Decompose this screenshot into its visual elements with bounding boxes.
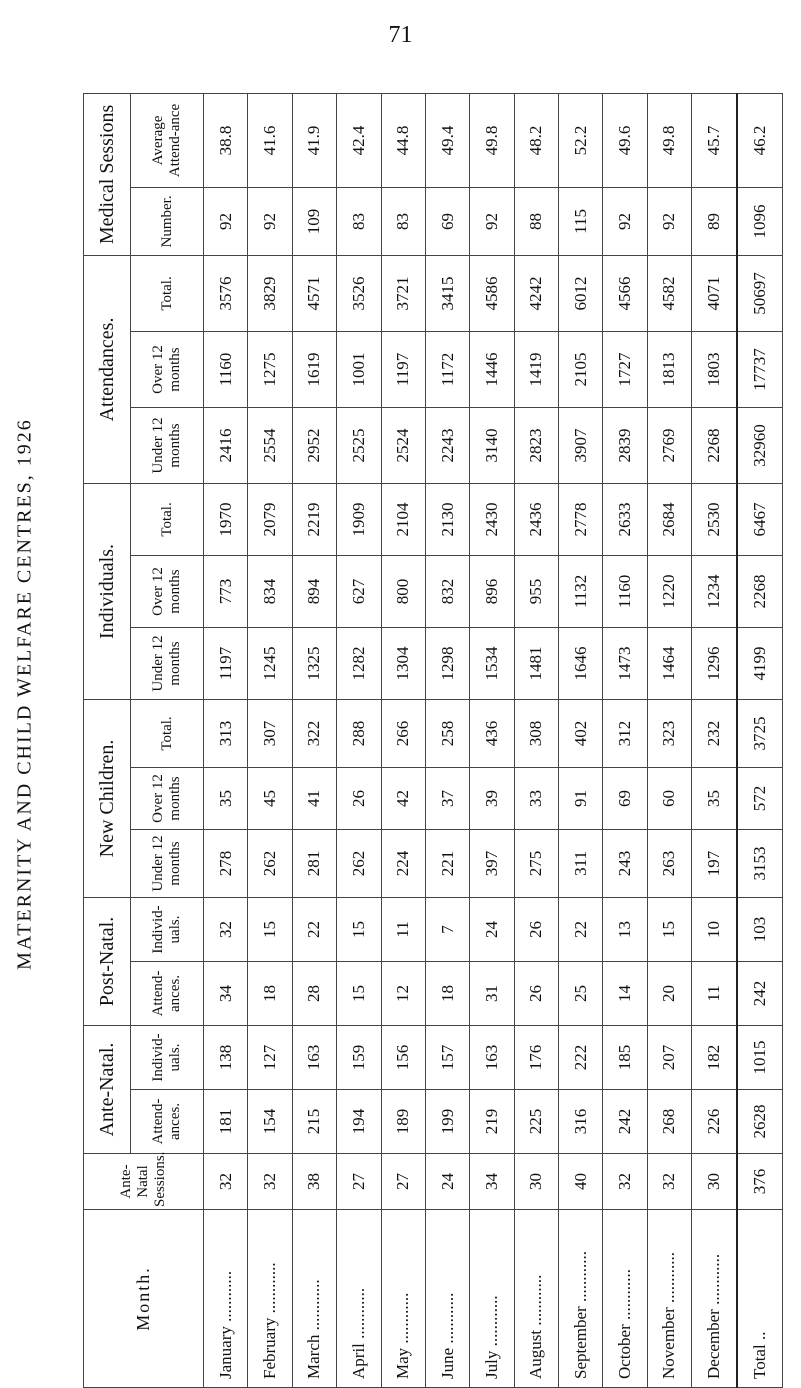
new-children-over-12-header: Over 12 months (131, 767, 204, 829)
value-cell-an-att: 199 (425, 1090, 469, 1154)
value-cell-ms-n: 83 (381, 187, 425, 255)
value-cell-at-t: 3415 (425, 255, 469, 331)
value-cell-ans: 32 (603, 1154, 647, 1210)
value-cell-at-u: 2525 (337, 407, 381, 483)
table-row (692, 93, 737, 1387)
individuals-total-header: Total. (131, 483, 204, 555)
value-cell-pn-ind: 32 (204, 897, 248, 961)
value-cell-at-u: 2268 (692, 407, 737, 483)
value-cell-at-t: 3576 (204, 255, 248, 331)
month-cell: May ............ (381, 1210, 425, 1388)
month-cell: Total .. (737, 1210, 783, 1388)
value-cell-pn-ind: 26 (514, 897, 558, 961)
value-cell-nc-t: 3725 (737, 699, 783, 767)
value-cell-at-t: 4071 (692, 255, 737, 331)
value-cell-in-o: 1160 (603, 555, 647, 627)
value-cell-in-u: 4199 (737, 627, 783, 699)
value-cell-in-t: 2684 (647, 483, 691, 555)
value-cell-at-u: 2554 (248, 407, 292, 483)
value-cell-pn-att: 31 (470, 961, 514, 1025)
page-title: MATERNITY AND CHILD WELFARE CENTRES, 1926 (13, 418, 36, 970)
month-cell: July ............ (470, 1210, 514, 1388)
value-cell-an-att: 316 (559, 1090, 603, 1154)
value-cell-ms-a: 49.4 (425, 93, 469, 187)
value-cell-pn-att: 14 (603, 961, 647, 1025)
value-cell-in-t: 2530 (692, 483, 737, 555)
value-cell-nc-o: 69 (603, 767, 647, 829)
medical-sessions-average-header: Average Attend-ance (131, 93, 204, 187)
value-cell-ms-a: 41.9 (292, 93, 336, 187)
value-cell-an-ind: 176 (514, 1025, 558, 1089)
value-cell-nc-o: 572 (737, 767, 783, 829)
value-cell-ms-n: 109 (292, 187, 336, 255)
value-cell-at-t: 3829 (248, 255, 292, 331)
month-cell: March ............ (292, 1210, 336, 1388)
value-cell-at-t: 50697 (737, 255, 783, 331)
value-cell-pn-ind: 15 (647, 897, 691, 961)
medical-sessions-number-header: Number. (131, 187, 204, 255)
value-cell-nc-u: 3153 (737, 829, 783, 897)
value-cell-nc-o: 26 (337, 767, 381, 829)
value-cell-at-u: 3907 (559, 407, 603, 483)
value-cell-in-o: 832 (425, 555, 469, 627)
table-row (425, 93, 469, 1387)
month-cell: September ............ (559, 1210, 603, 1388)
value-cell-ms-n: 69 (425, 187, 469, 255)
value-cell-an-att: 268 (647, 1090, 691, 1154)
post-natal-header: Post-Natal. (84, 897, 131, 1025)
value-cell-nc-u: 311 (559, 829, 603, 897)
value-cell-an-att: 194 (337, 1090, 381, 1154)
value-cell-at-t: 3526 (337, 255, 381, 331)
value-cell-an-att: 226 (692, 1090, 737, 1154)
value-cell-ms-a: 52.2 (559, 93, 603, 187)
value-cell-an-att: 154 (248, 1090, 292, 1154)
value-cell-nc-u: 224 (381, 829, 425, 897)
value-cell-pn-ind: 15 (248, 897, 292, 961)
value-cell-ms-n: 92 (248, 187, 292, 255)
value-cell-ms-a: 49.8 (470, 93, 514, 187)
value-cell-pn-att: 242 (737, 961, 783, 1025)
value-cell-ms-n: 88 (514, 187, 558, 255)
value-cell-ms-a: 48.2 (514, 93, 558, 187)
value-cell-ans: 30 (514, 1154, 558, 1210)
value-cell-ans: 32 (647, 1154, 691, 1210)
value-cell-nc-t: 307 (248, 699, 292, 767)
value-cell-pn-att: 18 (425, 961, 469, 1025)
medical-sessions-header: Medical Sessions (84, 93, 131, 255)
month-cell: August ............ (514, 1210, 558, 1388)
value-cell-nc-t: 288 (337, 699, 381, 767)
total-row (737, 93, 783, 1387)
value-cell-in-t: 6467 (737, 483, 783, 555)
table-row (381, 93, 425, 1387)
value-cell-at-t: 4582 (647, 255, 691, 331)
value-cell-nc-o: 33 (514, 767, 558, 829)
value-cell-an-ind: 127 (248, 1025, 292, 1089)
value-cell-at-u: 2769 (647, 407, 691, 483)
value-cell-at-o: 1446 (470, 331, 514, 407)
attendances-total-header: Total. (131, 255, 204, 331)
new-children-under-12-header: Under 12 months (131, 829, 204, 897)
statistics-table (83, 93, 783, 1388)
value-cell-ans: 32 (204, 1154, 248, 1210)
value-cell-nc-o: 35 (692, 767, 737, 829)
value-cell-an-ind: 222 (559, 1025, 603, 1089)
value-cell-pn-att: 26 (514, 961, 558, 1025)
post-natal-individuals-header: Individ-uals. (131, 897, 204, 961)
value-cell-in-t: 1970 (204, 483, 248, 555)
value-cell-at-t: 3721 (381, 255, 425, 331)
value-cell-ans: 38 (292, 1154, 336, 1210)
value-cell-in-o: 1132 (559, 555, 603, 627)
table-row (470, 93, 514, 1387)
value-cell-at-u: 2243 (425, 407, 469, 483)
value-cell-nc-o: 45 (248, 767, 292, 829)
value-cell-nc-t: 436 (470, 699, 514, 767)
value-cell-nc-t: 312 (603, 699, 647, 767)
ante-natal-sessions-header: Ante-Natal Sessions. (84, 1154, 204, 1210)
ante-natal-attendances-header: Attend-ances. (131, 1090, 204, 1154)
value-cell-an-ind: 138 (204, 1025, 248, 1089)
value-cell-in-o: 773 (204, 555, 248, 627)
value-cell-ms-n: 92 (603, 187, 647, 255)
value-cell-nc-o: 91 (559, 767, 603, 829)
value-cell-an-ind: 157 (425, 1025, 469, 1089)
value-cell-an-att: 219 (470, 1090, 514, 1154)
value-cell-pn-ind: 24 (470, 897, 514, 961)
value-cell-nc-u: 221 (425, 829, 469, 897)
value-cell-at-u: 2823 (514, 407, 558, 483)
value-cell-an-att: 189 (381, 1090, 425, 1154)
value-cell-ans: 27 (337, 1154, 381, 1210)
value-cell-an-att: 242 (603, 1090, 647, 1154)
value-cell-in-o: 2268 (737, 555, 783, 627)
value-cell-pn-att: 15 (337, 961, 381, 1025)
value-cell-nc-t: 308 (514, 699, 558, 767)
value-cell-an-ind: 163 (292, 1025, 336, 1089)
value-cell-pn-att: 20 (647, 961, 691, 1025)
value-cell-in-t: 2430 (470, 483, 514, 555)
value-cell-ans: 32 (248, 1154, 292, 1210)
value-cell-ans: 40 (559, 1154, 603, 1210)
value-cell-in-u: 1464 (647, 627, 691, 699)
value-cell-nc-u: 278 (204, 829, 248, 897)
page-number: 71 (388, 22, 413, 48)
value-cell-in-o: 1234 (692, 555, 737, 627)
value-cell-in-o: 894 (292, 555, 336, 627)
value-cell-in-t: 2633 (603, 483, 647, 555)
month-cell: October ............ (603, 1210, 647, 1388)
value-cell-in-o: 834 (248, 555, 292, 627)
value-cell-at-o: 1172 (425, 331, 469, 407)
table-row (292, 93, 336, 1387)
value-cell-nc-u: 262 (337, 829, 381, 897)
month-header: Month. (84, 1210, 204, 1388)
individuals-over-12-header: Over 12 months (131, 555, 204, 627)
value-cell-at-t: 4571 (292, 255, 336, 331)
table-row (248, 93, 292, 1387)
value-cell-in-u: 1245 (248, 627, 292, 699)
value-cell-ans: 27 (381, 1154, 425, 1210)
value-cell-in-u: 1282 (337, 627, 381, 699)
value-cell-pn-ind: 10 (692, 897, 737, 961)
value-cell-in-u: 1298 (425, 627, 469, 699)
value-cell-at-u: 32960 (737, 407, 783, 483)
value-cell-nc-o: 37 (425, 767, 469, 829)
month-cell: January ............ (204, 1210, 248, 1388)
value-cell-pn-ind: 15 (337, 897, 381, 961)
value-cell-at-u: 3140 (470, 407, 514, 483)
value-cell-nc-t: 232 (692, 699, 737, 767)
value-cell-at-u: 2524 (381, 407, 425, 483)
value-cell-at-t: 6012 (559, 255, 603, 331)
attendances-header: Attendances. (84, 255, 131, 483)
value-cell-at-o: 1727 (603, 331, 647, 407)
individuals-under-12-header: Under 12 months (131, 627, 204, 699)
value-cell-in-o: 800 (381, 555, 425, 627)
value-cell-pn-ind: 22 (292, 897, 336, 961)
value-cell-an-ind: 159 (337, 1025, 381, 1089)
value-cell-nc-o: 39 (470, 767, 514, 829)
value-cell-pn-att: 28 (292, 961, 336, 1025)
value-cell-ms-a: 45.7 (692, 93, 737, 187)
side-title (0, 0, 50, 1388)
value-cell-an-att: 2628 (737, 1090, 783, 1154)
value-cell-ms-n: 115 (559, 187, 603, 255)
value-cell-in-t: 1909 (337, 483, 381, 555)
value-cell-an-ind: 207 (647, 1025, 691, 1089)
value-cell-pn-att: 34 (204, 961, 248, 1025)
value-cell-pn-ind: 13 (603, 897, 647, 961)
table-row (603, 93, 647, 1387)
value-cell-in-u: 1296 (692, 627, 737, 699)
value-cell-in-t: 2079 (248, 483, 292, 555)
value-cell-pn-att: 18 (248, 961, 292, 1025)
individuals-header: Individuals. (84, 483, 131, 699)
value-cell-at-t: 4242 (514, 255, 558, 331)
value-cell-in-u: 1534 (470, 627, 514, 699)
value-cell-an-ind: 185 (603, 1025, 647, 1089)
value-cell-ms-n: 89 (692, 187, 737, 255)
month-cell: April ............ (337, 1210, 381, 1388)
table-row (514, 93, 558, 1387)
value-cell-in-o: 896 (470, 555, 514, 627)
value-cell-nc-t: 402 (559, 699, 603, 767)
value-cell-at-o: 1197 (381, 331, 425, 407)
value-cell-an-ind: 182 (692, 1025, 737, 1089)
attendances-under-12-header: Under 12 months (131, 407, 204, 483)
value-cell-at-o: 1803 (692, 331, 737, 407)
table-row (559, 93, 603, 1387)
value-cell-nc-u: 275 (514, 829, 558, 897)
value-cell-in-o: 627 (337, 555, 381, 627)
value-cell-pn-ind: 11 (381, 897, 425, 961)
value-cell-in-o: 955 (514, 555, 558, 627)
value-cell-nc-u: 197 (692, 829, 737, 897)
value-cell-ms-n: 92 (470, 187, 514, 255)
value-cell-nc-u: 263 (647, 829, 691, 897)
value-cell-at-o: 17737 (737, 331, 783, 407)
value-cell-nc-t: 266 (381, 699, 425, 767)
value-cell-pn-ind: 103 (737, 897, 783, 961)
value-cell-ms-a: 41.6 (248, 93, 292, 187)
value-cell-at-o: 1001 (337, 331, 381, 407)
value-cell-nc-o: 41 (292, 767, 336, 829)
value-cell-nc-u: 262 (248, 829, 292, 897)
value-cell-at-o: 1619 (292, 331, 336, 407)
value-cell-ans: 376 (737, 1154, 783, 1210)
value-cell-pn-ind: 22 (559, 897, 603, 961)
value-cell-nc-u: 281 (292, 829, 336, 897)
value-cell-ms-n: 1096 (737, 187, 783, 255)
value-cell-at-o: 1275 (248, 331, 292, 407)
value-cell-at-o: 1160 (204, 331, 248, 407)
value-cell-in-u: 1481 (514, 627, 558, 699)
value-cell-nc-u: 397 (470, 829, 514, 897)
value-cell-in-u: 1473 (603, 627, 647, 699)
value-cell-in-t: 2104 (381, 483, 425, 555)
value-cell-nc-u: 243 (603, 829, 647, 897)
value-cell-at-u: 2416 (204, 407, 248, 483)
value-cell-pn-ind: 7 (425, 897, 469, 961)
value-cell-in-t: 2436 (514, 483, 558, 555)
value-cell-nc-t: 258 (425, 699, 469, 767)
value-cell-at-u: 2839 (603, 407, 647, 483)
value-cell-ms-a: 38.8 (204, 93, 248, 187)
value-cell-an-att: 215 (292, 1090, 336, 1154)
statistics-table-frame (83, 94, 783, 1388)
value-cell-pn-att: 25 (559, 961, 603, 1025)
value-cell-at-u: 2952 (292, 407, 336, 483)
value-cell-ms-n: 83 (337, 187, 381, 255)
value-cell-ms-a: 44.8 (381, 93, 425, 187)
value-cell-an-ind: 156 (381, 1025, 425, 1089)
value-cell-nc-o: 60 (647, 767, 691, 829)
table-body (204, 93, 783, 1387)
value-cell-nc-t: 323 (647, 699, 691, 767)
new-children-header: New Children. (84, 699, 131, 897)
value-cell-ans: 24 (425, 1154, 469, 1210)
value-cell-pn-att: 11 (692, 961, 737, 1025)
value-cell-at-t: 4586 (470, 255, 514, 331)
month-cell: December ............ (692, 1210, 737, 1388)
value-cell-ans: 34 (470, 1154, 514, 1210)
value-cell-in-t: 2778 (559, 483, 603, 555)
value-cell-at-o: 2105 (559, 331, 603, 407)
value-cell-in-o: 1220 (647, 555, 691, 627)
value-cell-in-u: 1197 (204, 627, 248, 699)
value-cell-ans: 30 (692, 1154, 737, 1210)
value-cell-in-t: 2130 (425, 483, 469, 555)
value-cell-pn-att: 12 (381, 961, 425, 1025)
value-cell-in-t: 2219 (292, 483, 336, 555)
value-cell-at-o: 1813 (647, 331, 691, 407)
value-cell-an-ind: 1015 (737, 1025, 783, 1089)
post-natal-attendances-header: Attend-ances. (131, 961, 204, 1025)
value-cell-an-att: 181 (204, 1090, 248, 1154)
value-cell-ms-n: 92 (647, 187, 691, 255)
table-row (204, 93, 248, 1387)
new-children-total-header: Total. (131, 699, 204, 767)
value-cell-nc-o: 35 (204, 767, 248, 829)
value-cell-nc-t: 313 (204, 699, 248, 767)
table-row (337, 93, 381, 1387)
value-cell-nc-t: 322 (292, 699, 336, 767)
ante-natal-individuals-header: Individ-uals. (131, 1025, 204, 1089)
month-cell: June ............ (425, 1210, 469, 1388)
table-row (647, 93, 691, 1387)
attendances-over-12-header: Over 12 months (131, 331, 204, 407)
value-cell-in-u: 1325 (292, 627, 336, 699)
value-cell-ms-a: 46.2 (737, 93, 783, 187)
month-cell: February ............ (248, 1210, 292, 1388)
value-cell-at-o: 1419 (514, 331, 558, 407)
value-cell-in-u: 1646 (559, 627, 603, 699)
value-cell-an-att: 225 (514, 1090, 558, 1154)
value-cell-ms-n: 92 (204, 187, 248, 255)
value-cell-ms-a: 42.4 (337, 93, 381, 187)
value-cell-ms-a: 49.8 (647, 93, 691, 187)
month-cell: November ............ (647, 1210, 691, 1388)
value-cell-ms-a: 49.6 (603, 93, 647, 187)
value-cell-in-u: 1304 (381, 627, 425, 699)
value-cell-nc-o: 42 (381, 767, 425, 829)
value-cell-an-ind: 163 (470, 1025, 514, 1089)
value-cell-at-t: 4566 (603, 255, 647, 331)
ante-natal-header: Ante-Natal. (84, 1025, 131, 1153)
